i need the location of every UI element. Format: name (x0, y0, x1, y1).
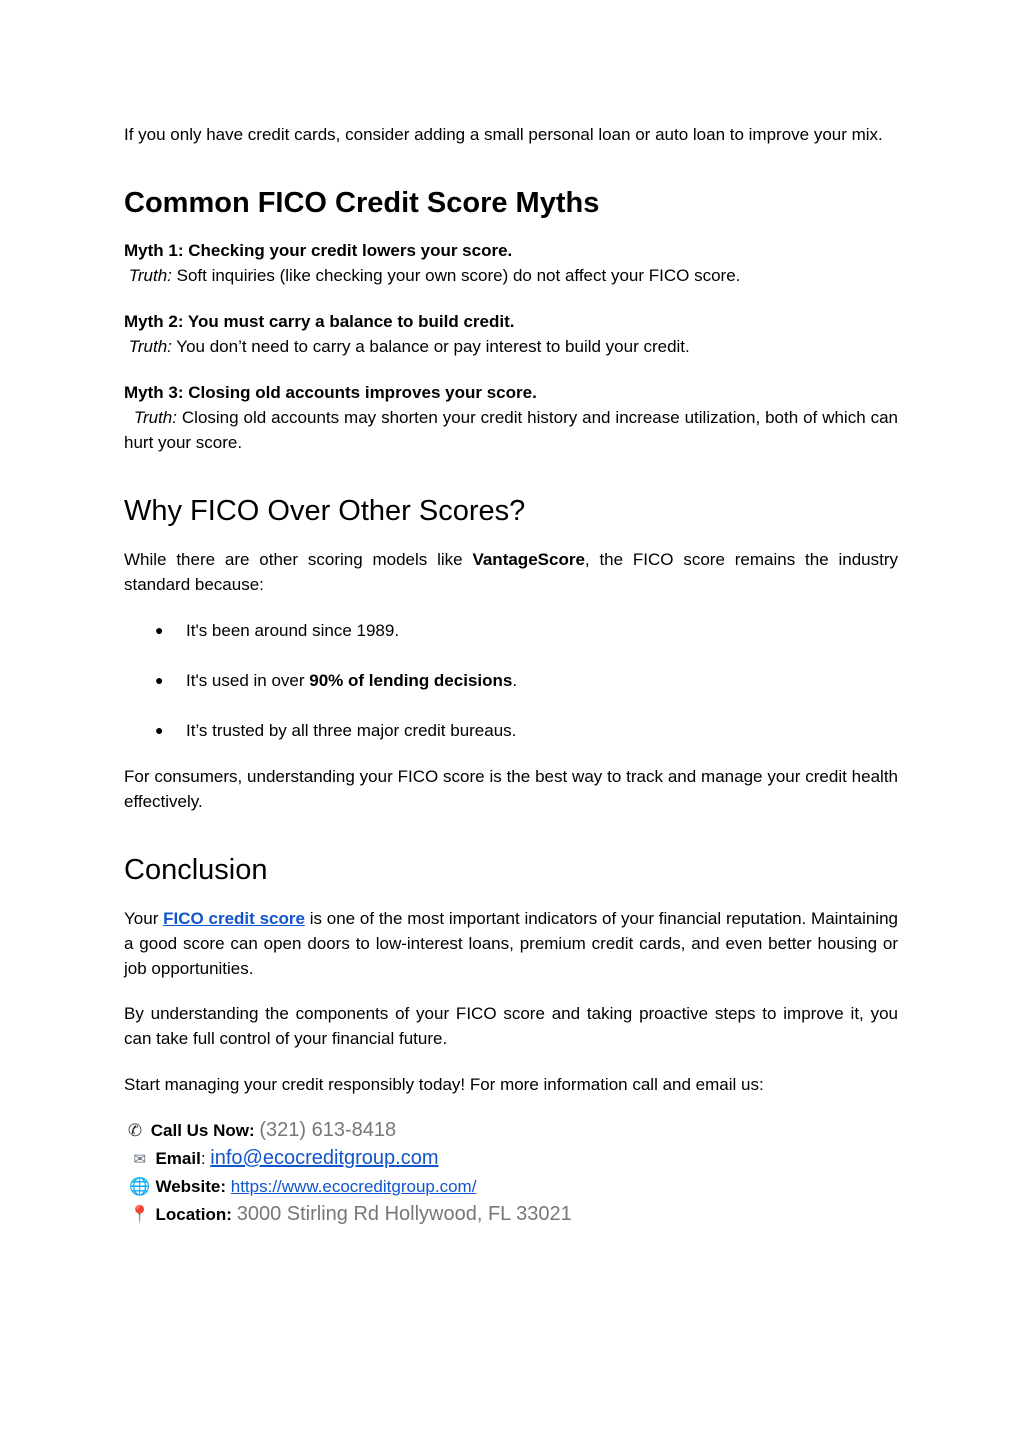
contact-phone (124, 1117, 898, 1145)
myth-item-1 (124, 238, 898, 288)
conclusion-paragraph-1 (124, 906, 898, 981)
myth-title: Myth 3: Closing old accounts improves your score. (124, 383, 537, 402)
conclusion-paragraph-2: By understanding the components of your FICO score and taking proactive steps to improve it, you can take full control of your financial future. (124, 1004, 898, 1048)
phone-number: (321) 613-8418 (259, 1119, 397, 1141)
truth-text: Closing old accounts may shorten your credit history and increase utilization, both of which can hurt your score. (124, 408, 898, 452)
contact-block (124, 1117, 898, 1229)
list-item-text: It’s trusted by all three major credit bureaus. (186, 721, 517, 740)
truth-label: Truth: (128, 337, 172, 356)
fico-credit-score-link[interactable]: FICO credit score (163, 909, 305, 928)
vantagescore-text: VantageScore (472, 550, 585, 569)
myth-title: Myth 2: You must carry a balance to build credit. (124, 312, 515, 331)
intro-paragraph: If you only have credit cards, consider adding a small personal loan or auto loan to improve your mix. (124, 125, 883, 144)
email-icon: ✉ (133, 1150, 147, 1168)
globe-icon: 🌐 (129, 1177, 151, 1197)
why-intro-paragraph (124, 547, 898, 597)
truth-label: Truth: (128, 266, 172, 285)
truth-label: Truth: (133, 408, 177, 427)
phone-label: Call Us Now: (150, 1121, 255, 1140)
email-label: Email (155, 1149, 201, 1168)
contact-website (124, 1173, 898, 1201)
contact-location (124, 1201, 898, 1229)
truth-text: Soft inquiries (like checking your own score) do not affect your FICO score. (176, 266, 741, 285)
contact-email (124, 1145, 898, 1173)
truth-text: You don’t need to carry a balance or pay interest to build your credit. (176, 337, 690, 356)
website-link[interactable]: https://www.ecocreditgroup.com/ (230, 1177, 477, 1196)
reasons-list (124, 618, 898, 743)
why-intro-text-end: , the FICO score remains the industry standard because: (124, 550, 898, 594)
location-address: 3000 Stirling Rd Hollywood, FL 33021 (236, 1203, 572, 1225)
why-closing-paragraph: For consumers, understanding your FICO score is the best way to track and manage your credit health effectively. (124, 767, 898, 811)
phone-icon: ✆ (127, 1121, 143, 1141)
conclusion-heading: Conclusion (124, 854, 268, 886)
conclusion-paragraph-3: Start managing your credit responsibly today! For more information call and email us: (124, 1075, 764, 1094)
why-heading: Why FICO Over Other Scores? (124, 495, 526, 527)
pin-icon: 📍 (129, 1205, 151, 1225)
website-label: Website: (155, 1177, 227, 1196)
email-link[interactable]: info@ecocreditgroup.com (210, 1147, 439, 1169)
list-item (124, 668, 898, 693)
why-intro-text: While there are other scoring models like (124, 550, 473, 569)
myth-item-2 (124, 309, 898, 359)
list-item (124, 618, 898, 643)
list-item-text: It's used in over (186, 671, 310, 690)
conclusion-text-end: is one of the most important indicators of your financial reputation. Maintaining a good score can open doors to low-interest loans, premium credit cards, and even better housing or job opportunities. (124, 909, 898, 978)
list-item-bold-text: 90% of lending decisions (309, 671, 513, 690)
list-item-text: It's been around since 1989. (186, 621, 400, 640)
myth-truth (124, 334, 898, 359)
myth-truth (124, 263, 898, 288)
myth-truth (124, 405, 898, 455)
bullet-icon: ● (155, 722, 164, 738)
myth-item-3 (124, 380, 898, 455)
myths-heading: Common FICO Credit Score Myths (124, 187, 600, 219)
conclusion-text: Your (124, 909, 164, 928)
list-item-text-end: . (512, 671, 518, 690)
bullet-icon: ● (155, 672, 164, 688)
email-separator: : (200, 1149, 206, 1168)
myth-title: Myth 1: Checking your credit lowers your score. (124, 241, 513, 260)
bullet-icon: ● (155, 622, 164, 638)
document-page (124, 122, 898, 1229)
location-label: Location: (155, 1205, 232, 1224)
list-item (124, 718, 898, 743)
